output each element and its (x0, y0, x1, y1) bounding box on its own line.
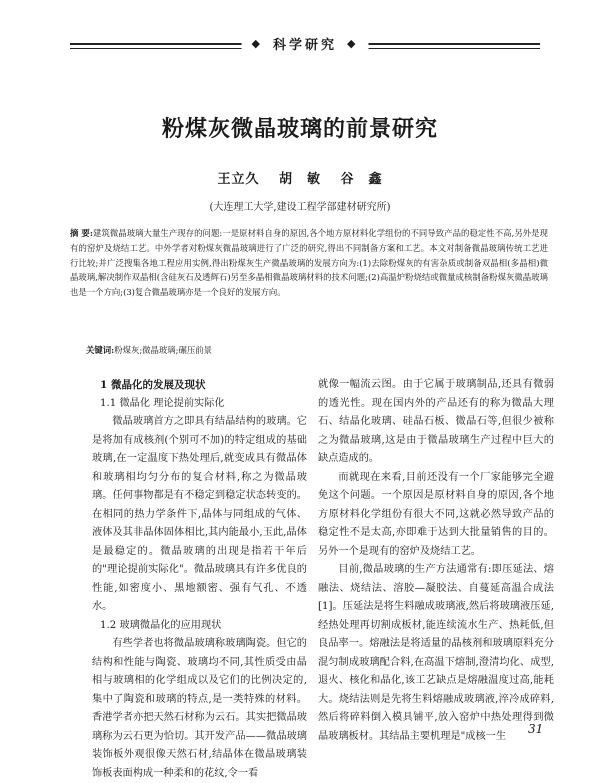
journal-section-header (70, 34, 540, 64)
section-label-text: 科学研究 (272, 38, 338, 53)
abstract-label: 摘 要: (70, 228, 93, 238)
body-paragraph: 就像一幅流云图。由于它属于玻璃制品,还具有微弱的透光性。现在国内外的产品还有的称为微晶大理石、结晶化玻璃、硅晶石板、微晶石等,但很少被称之为微晶玻璃,这是由于微晶玻璃生产过程中巨大的缺点造成的。 (318, 379, 554, 464)
body-paragraph: 有些学者也将微晶玻璃称玻璃陶瓷。但它的结构和性能与陶瓷、玻璃均不同,其性质受由晶相与玻璃相的化学组成以及它们的比例决定的,集中了陶瓷和玻璃的特点,是一类特殊的材料。香港学者亦把天然石材称为云石。其实把微晶玻璃称为云石更为恰切。其开发产品——微晶玻璃装饰板外观很像天然石材,结晶体在微晶玻璃装饰板表面构成一种柔和的花纹,令一看 (92, 638, 307, 779)
author-name: 谷 鑫 (340, 172, 383, 187)
keywords-label: 关键词: (86, 345, 115, 355)
diamond-ornament-icon: ◆ (251, 37, 263, 50)
body-paragraph: 而就现在来看,目前还没有一个厂家能够完全避免这个问题。一个原因是原材料自身的原因,各个地方原材料化学组份有很大不同,这就必然导致产品的稳定性不是太高,亦即难于达到大批量销售的目的。另外一个是现有的窑炉及烧结工艺。 (318, 471, 554, 557)
keywords-text: 粉煤灰;微晶玻璃;碾压前景 (114, 345, 212, 355)
right-column (318, 376, 554, 746)
keywords (86, 344, 546, 356)
section-heading: 1 微晶化的发展及现状 (100, 379, 206, 391)
page-number: 31 (528, 722, 544, 736)
section-label (242, 34, 369, 53)
author-name: 胡 敏 (278, 172, 321, 187)
body-paragraph: 目前,微晶玻璃的生产方法通常有:即压延法、熔融法、烧结法、溶胶—凝胶法、自蔓延高温合成法[1]。压延法是将生料融成玻璃液,然后将玻璃液压延,经热处理再切割成板材,能连续流水生产、热耗低,但良品率一。熔融法是将适量的晶核剂和玻璃原料充分混匀制成玻璃配合料,在高温下熔制,澄清均化、成型,退火、核化和晶化,该工艺缺点是熔融温度过高,能耗大。烧结法则是先将生料熔融成玻璃液,淬冷成碎料,然后将碎料倒入模具铺平,放入窑炉中热处理得到微晶玻璃板材。其结晶主要机理是"成核一生 (318, 564, 554, 742)
author-name: 王立久 (217, 172, 260, 187)
paper-title: 粉煤灰微晶玻璃的前景研究 (161, 116, 438, 142)
diamond-ornament-icon: ◆ (347, 37, 359, 50)
left-column (92, 376, 307, 783)
author-list (0, 168, 600, 187)
abstract (70, 226, 548, 300)
body-paragraph: 微晶玻璃首方之即具有结晶结构的玻璃。它是将加有成核剂(个别可不加)的特定组成的基础玻璃,在一定温度下热处理后,就变成具有微晶体和玻璃相均匀分布的复合材料,称之为微晶玻璃。任何事物都是有不稳定到稳定状态转变的。在相同的热力学条件下,晶体与同组成的气体、液体及其非晶体固体相比,其内能最小,玉此,晶体是最稳定的。微晶玻璃的出现是指若干年后的"理论提前实际化"。微晶玻璃具有许多优良的性能,如密度小、黑地额密、强有气孔、不透水。 (92, 416, 307, 612)
affiliation: (大连理工大学,建设工程学部建材研究所) (209, 202, 391, 213)
subsection-heading: 1.1 微晶化 理论提前实际化 (100, 397, 225, 409)
abstract-text: 建筑微晶玻璃大量生产现存的问题:一是原材料自身的原因,各个地方原材料化学组份的不同导致产品的稳定性不高,另外是现有的窑炉及烧结工艺。中外学者对粉煤灰微晶玻璃进行了广泛的研究,得出不同制备方案和工艺。本文对制备微晶玻璃传统工艺进行比较;并广泛搜集各地工程应用实例,得出粉煤灰生产微晶玻璃的发展方向为:(1)去除粉煤灰的有害杂质或制备双晶相(多晶相)微晶玻璃,解决制作双晶相(含硅灰石及透辉石)另至多晶相微晶玻璃材料的技术问题;(2)高温炉粉烧结或微量成核制备粉煤灰微晶玻璃也是一个方向;(3)复合微晶玻璃亦是一个良好的发展方向。 (70, 228, 548, 298)
subsection-heading: 1.2 玻璃微晶化的应用现状 (100, 619, 222, 631)
